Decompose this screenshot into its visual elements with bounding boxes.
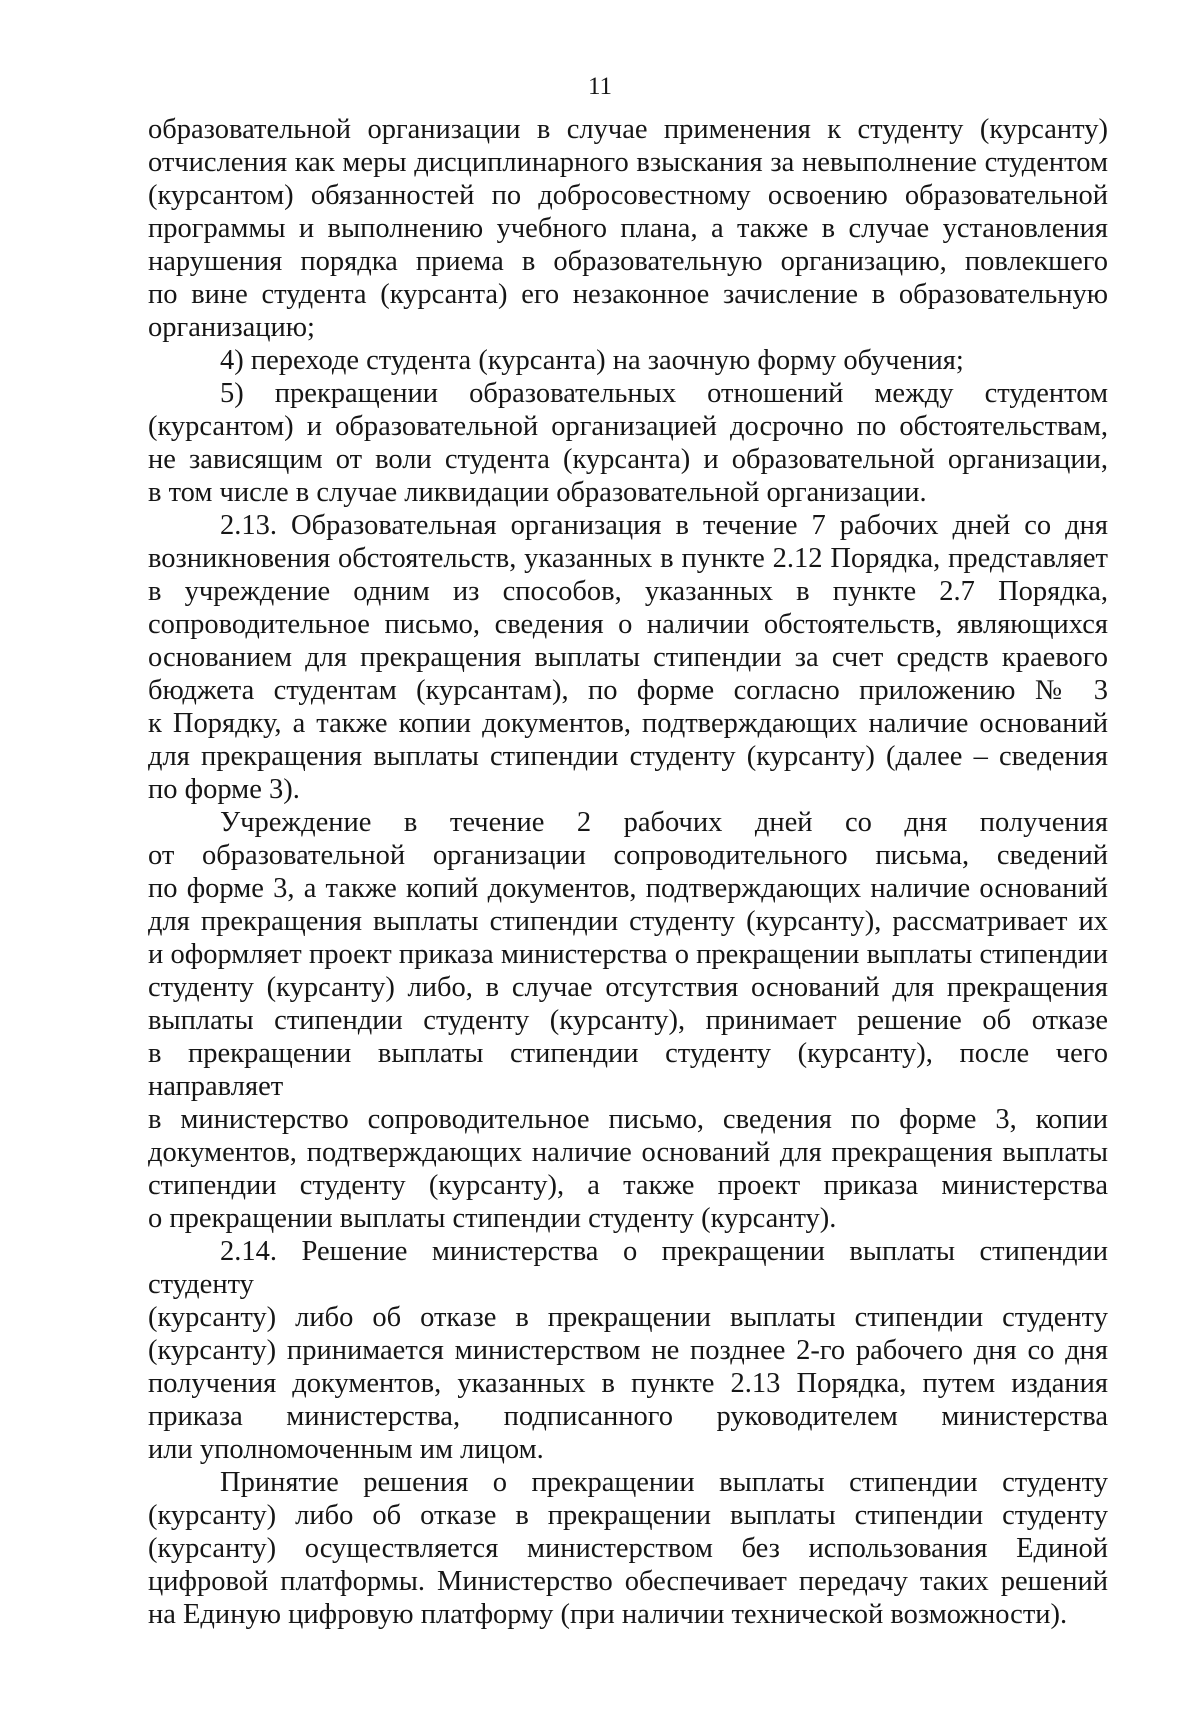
text-line: (курсантом) обязанностей по добросовестному освоению образовательной [148,180,1108,211]
text-line: в учреждение одним из способов, указанных в пункте 2.7 Порядка, [148,576,1108,607]
text-line: 2.13. Образовательная организация в течение 7 рабочих дней со дня [220,510,1108,541]
text-line: основанием для прекращения выплаты стипендии за счет средств краевого [148,642,1108,673]
paragraph [148,113,1108,344]
text-line: программы и выполнению учебного плана, а также в случае установления [148,213,1108,244]
text-line: приказа министерства, подписанного руководителем министерства [148,1401,1108,1432]
text-line: для прекращения выплаты стипендии студенту (курсанту) (далее – сведения [148,741,1108,772]
text-line: отчисления как меры дисциплинарного взыскания за невыполнение студентом [148,147,1108,178]
text-line: и оформляет проект приказа министерства о прекращении выплаты стипендии [148,939,1108,970]
text-line: по форме 3). [148,774,300,805]
text-line: бюджета студентам (курсантам), по форме согласно приложению № 3 [148,675,1108,706]
text-line: образовательной организации в случае применения к студенту (курсанту) [148,114,1108,145]
text-line: сопроводительное письмо, сведения о наличии обстоятельств, являющихся [148,609,1108,640]
text-line: 2.14. Решение министерства о прекращении выплаты стипендии студенту [148,1236,1108,1300]
text-line: (курсанту) осуществляется министерством без использования Единой [148,1533,1108,1564]
text-line: (курсанту) либо об отказе в прекращении выплаты стипендии студенту [148,1302,1108,1333]
text-line: (курсанту) принимается министерством не позднее 2-го рабочего дня со дня [148,1335,1108,1366]
text-line: от образовательной организации сопроводительного письма, сведений [148,840,1108,871]
text-line: в министерство сопроводительное письмо, сведения по форме 3, копии [148,1104,1108,1135]
text-line: на Единую цифровую платформу (при наличии технической возможности). [148,1599,1068,1630]
paragraph [148,377,1108,509]
text-line: стипендии студенту (курсанту), а также проект приказа министерства [148,1170,1108,1201]
text-line: для прекращения выплаты стипендии студенту (курсанту), рассматривает их [148,906,1108,937]
text-line: получения документов, указанных в пункте 2.13 Порядка, путем издания [148,1368,1108,1399]
page-number: 11 [587,73,613,100]
text-line: 5) прекращении образовательных отношений между студентом [220,378,1108,409]
text-line: о прекращении выплаты стипендии студенту (курсанту). [148,1203,837,1234]
text-line: организацию; [148,312,315,343]
text-line: документов, подтверждающих наличие оснований для прекращения выплаты [148,1137,1108,1168]
text-line: Принятие решения о прекращении выплаты стипендии студенту [220,1467,1108,1498]
text-line: выплаты стипендии студенту (курсанту), принимает решение об отказе [148,1005,1108,1036]
text-line: Учреждение в течение 2 рабочих дней со дня получения [220,807,1108,838]
text-line: (курсантом) и образовательной организацией досрочно по обстоятельствам, [148,411,1108,442]
paragraph [148,1235,1108,1466]
document-body [148,113,1108,1631]
text-line: цифровой платформы. Министерство обеспечивает передачу таких решений [148,1566,1108,1597]
text-line: к Порядку, а также копии документов, подтверждающих наличие оснований [148,708,1108,739]
paragraph [148,1466,1108,1631]
text-line: в том числе в случае ликвидации образовательной организации. [148,477,927,508]
paragraph [148,344,1108,377]
paragraph [148,806,1108,1235]
text-line: или уполномоченным им лицом. [148,1434,544,1465]
paragraph [148,509,1108,806]
text-line: возникновения обстоятельств, указанных в пункте 2.12 Порядка, представляет [148,543,1108,574]
text-line: студенту (курсанту) либо, в случае отсутствия оснований для прекращения [148,972,1108,1003]
text-line: нарушения порядка приема в образовательную организацию, повлекшего [148,246,1108,277]
text-line: 4) переходе студента (курсанта) на заочную форму обучения; [220,345,964,376]
text-line: по вине студента (курсанта) его незаконное зачисление в образовательную [148,279,1108,310]
text-line: в прекращении выплаты стипендии студенту (курсанту), после чего направляет [148,1038,1108,1102]
text-line: не зависящим от воли студента (курсанта) и образовательной организации, [148,444,1108,475]
text-line: по форме 3, а также копий документов, подтверждающих наличие оснований [148,873,1108,904]
text-line: (курсанту) либо об отказе в прекращении выплаты стипендии студенту [148,1500,1108,1531]
